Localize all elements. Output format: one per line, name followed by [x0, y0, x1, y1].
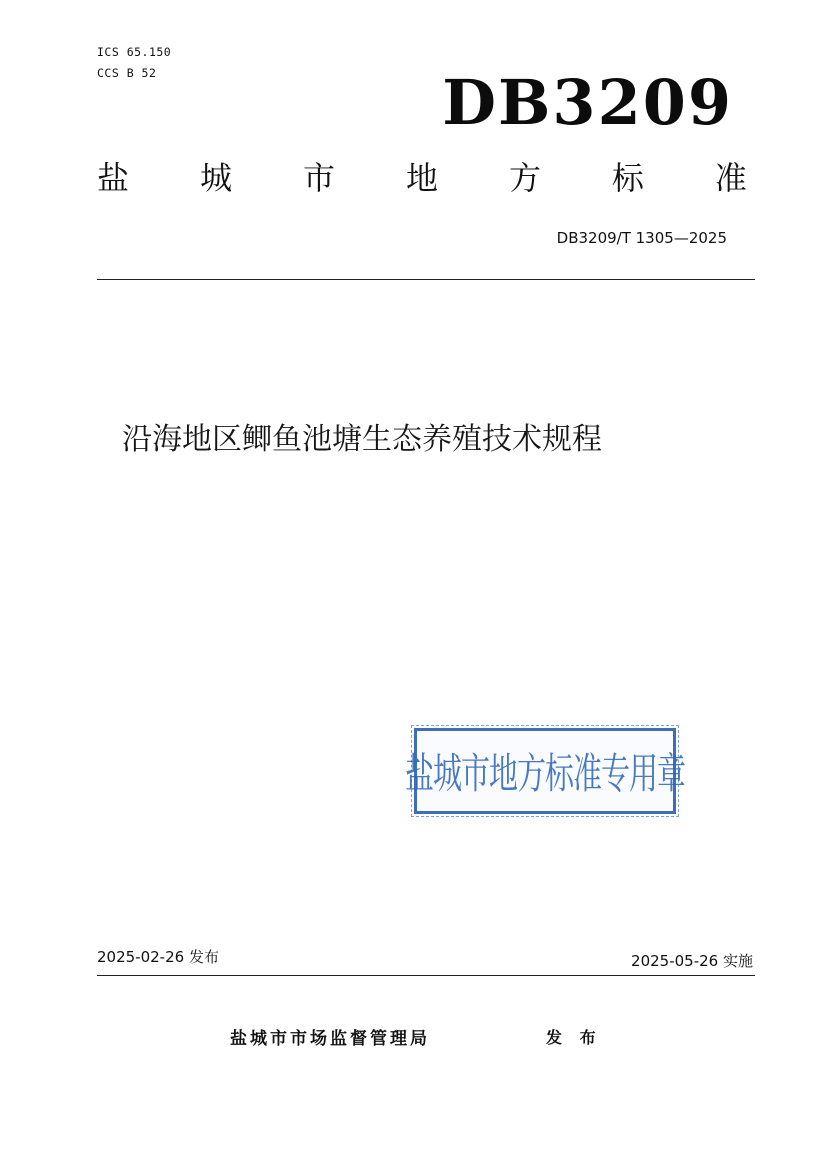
publisher-action: 发 布	[546, 1028, 602, 1047]
publisher-name: 盐城市市场监督管理局	[230, 1029, 430, 1049]
document-title: 沿海地区鲫鱼池塘生态养殖技术规程	[122, 422, 602, 457]
classification-codes	[97, 42, 171, 84]
standard-kind-char: 方	[508, 159, 541, 197]
official-seal-stamp	[405, 728, 686, 814]
header-divider	[97, 279, 755, 280]
standard-kind-char: 城	[199, 159, 232, 197]
issue-date: 2025-02-26 发布	[97, 948, 219, 966]
standard-kind-char: 地	[405, 159, 438, 197]
stamp-text: 盐城市地方标准专用章	[405, 748, 686, 798]
ics-code: ICS 65.150	[97, 45, 172, 59]
standard-logo: DB3209	[442, 66, 733, 139]
standard-kind-char: 盐	[97, 159, 130, 197]
standard-kind-char: 市	[302, 159, 335, 197]
standard-kind-char: 准	[714, 159, 747, 197]
standard-number: DB3209/T 1305—2025	[556, 229, 727, 247]
ccs-code: CCS B 52	[97, 66, 157, 80]
footer-divider	[97, 975, 755, 976]
implementation-date: 2025-05-26 实施	[631, 952, 753, 970]
standard-kind-heading	[97, 156, 747, 200]
standard-kind-char: 标	[611, 159, 644, 197]
